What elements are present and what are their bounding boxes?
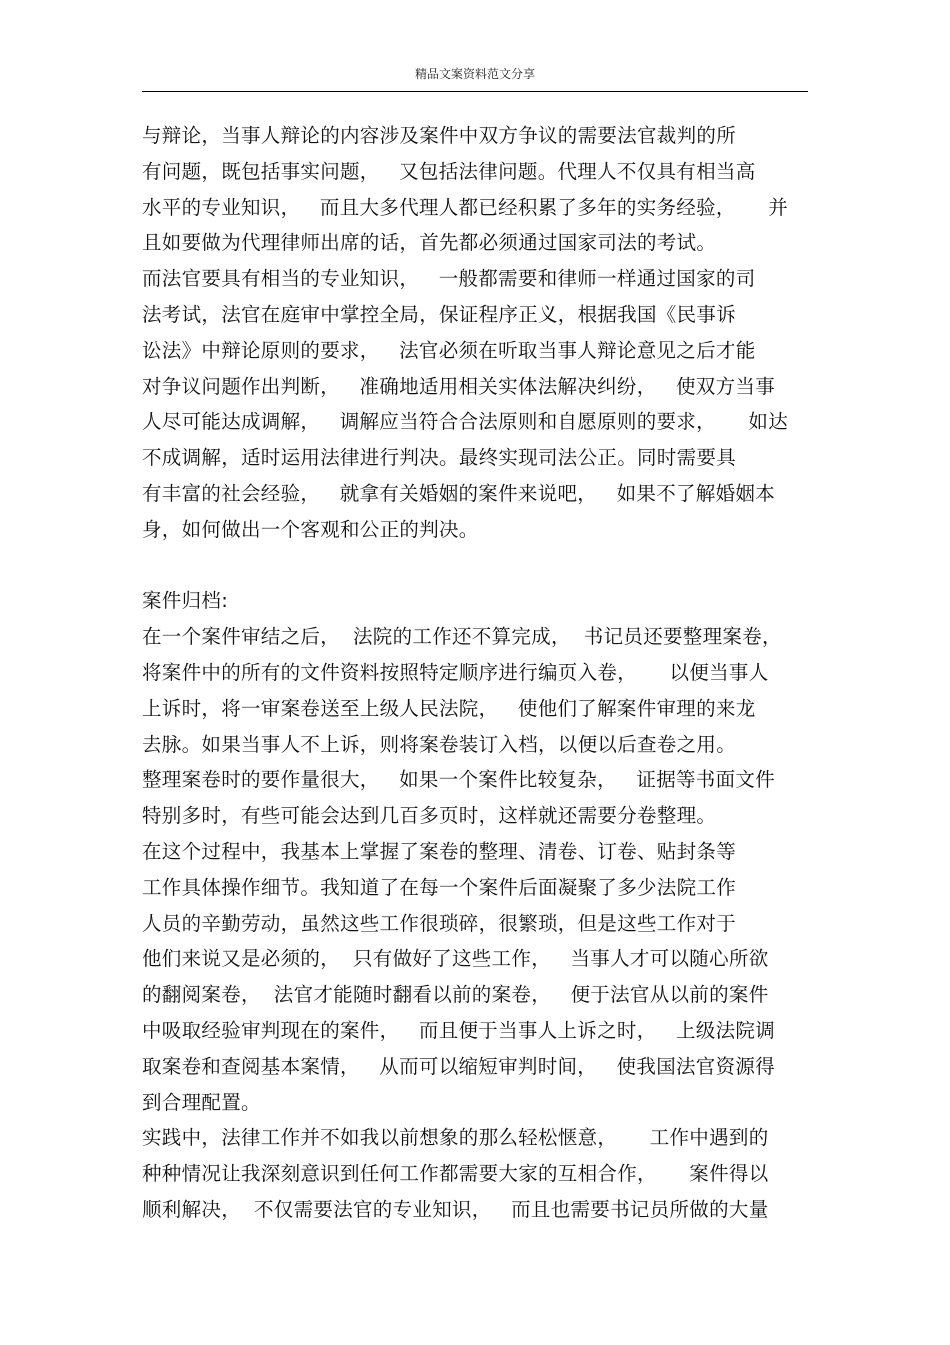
text-line: 特别多时，有些可能会达到几百多页时，这样就还需要分卷整理。 — [142, 804, 717, 828]
text-line: 的翻阅案卷， 法官才能随时翻看以前的案卷， 便于法官从以前的案件 — [142, 983, 769, 1007]
text-line: 讼法》中辩论原则的要求， 法官必须在听取当事人辩论意见之后才能 — [142, 338, 756, 362]
text-line: 人尽可能达成调解， 调解应当符合合法原则和自愿原则的要求， 如达 — [142, 410, 788, 434]
page-header: 精品文案资料范文分享 — [414, 67, 535, 81]
text-line: 上诉时，将一审案卷送至上级人民法院， 使他们了解案件审理的来龙 — [142, 696, 756, 720]
text-line: 实践中，法律工作并不如我以前想象的那么轻松惬意， 工作中遇到的 — [142, 1126, 769, 1150]
section-heading: 案件归档: — [142, 589, 229, 613]
text-line: 且如要做为代理律师出席的话，首先都必须通过国家司法的考试。 — [142, 231, 717, 255]
text-line: 去脉。如果当事人不上诉，则将案卷装订入档，以便以后查卷之用。 — [142, 732, 737, 756]
text-line: 将案件中的所有的文件资料按照特定顺序进行编页入卷， 以便当事人 — [142, 660, 769, 684]
text-line: 身，如何做出一个客观和公正的判决。 — [142, 517, 479, 541]
text-line: 而法官要具有相当的专业知识， 一般都需要和律师一样通过国家的司 — [142, 267, 756, 291]
text-line: 人员的辛勤劳动，虽然这些工作很琐碎，很繁琐，但是这些工作对于 — [142, 911, 737, 935]
text-line: 在这个过程中，我基本上掌握了案卷的整理、清卷、订卷、贴封条等 — [142, 839, 737, 863]
text-line: 在一个案件审结之后， 法院的工作还不算完成， 书记员还要整理案卷， — [142, 625, 782, 649]
text-line: 中吸取经验审判现在的案件， 而且便于当事人上诉之时， 上级法院调 — [142, 1018, 775, 1042]
text-line: 种种情况让我深刻意识到任何工作都需要大家的互相合作， 案件得以 — [142, 1162, 769, 1186]
text-line: 水平的专业知识， 而且大多代理人都已经积累了多年的实务经验， 并 — [142, 195, 788, 219]
text-line: 整理案卷时的要作量很大， 如果一个案件比较复杂， 证据等书面文件 — [142, 768, 775, 792]
text-line: 他们来说又是必须的， 只有做好了这些工作， 当事人才可以随心所欲 — [142, 947, 769, 971]
text-line: 顺利解决， 不仅需要法官的专业知识， 而且也需要书记员所做的大量 — [142, 1197, 769, 1221]
text-line: 对争议问题作出判断， 准确地适用相关实体法解决纠纷， 使双方当事 — [142, 374, 775, 398]
body-text — [142, 118, 822, 1228]
text-line: 工作具体操作细节。我知道了在每一个案件后面凝聚了多少法院工作 — [142, 875, 737, 899]
text-line: 有问题，既包括事实问题， 又包括法律问题。代理人不仅具有相当高 — [142, 159, 756, 183]
text-line: 有丰富的社会经验， 就拿有关婚姻的案件来说吧， 如果不了解婚姻本 — [142, 481, 775, 505]
text-line: 法考试，法官在庭审中掌控全局，保证程序正义，根据我国《民事诉 — [142, 302, 737, 326]
text-line: 不成调解，适时运用法律进行判决。最终实现司法公正。同时需要具 — [142, 446, 737, 470]
text-line: 到合理配置。 — [142, 1090, 261, 1114]
text-line: 与辩论，当事人辩论的内容涉及案件中双方争议的需要法官裁判的所 — [142, 124, 737, 147]
header-rule — [142, 91, 808, 92]
text-line: 取案卷和查阅基本案情， 从而可以缩短审判时间， 使我国法官资源得 — [142, 1054, 775, 1078]
blank-line — [142, 548, 822, 584]
